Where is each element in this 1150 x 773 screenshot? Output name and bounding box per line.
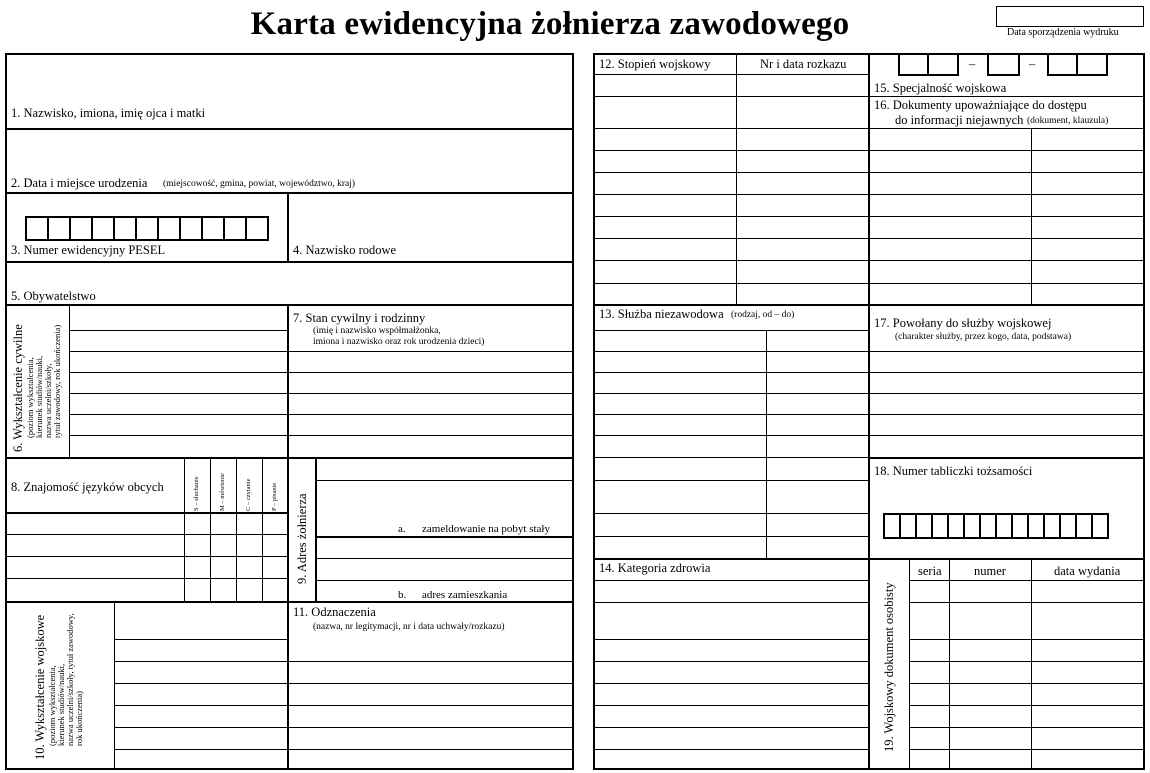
field-7-input[interactable] — [291, 353, 571, 453]
tag-cells[interactable] — [883, 513, 1109, 539]
field-14-label: 14. Kategoria zdrowia — [599, 561, 711, 575]
doc-col-seria: seria — [918, 564, 942, 578]
field-7-note-2: imiona i nazwisko oraz rok urodzenia dzieci) — [313, 337, 485, 347]
pesel-cell[interactable] — [91, 216, 115, 241]
pesel-cells[interactable] — [25, 216, 269, 241]
field-19-input[interactable] — [912, 583, 1142, 767]
field-8-label: 8. Znajomość języków obcych — [11, 480, 164, 494]
field-1-label: 1. Nazwisko, imiona, imię ojca i matki — [11, 106, 206, 120]
field-16-label-2: do informacji niejawnych — [895, 113, 1024, 127]
pesel-cell[interactable] — [201, 216, 225, 241]
pesel-cell[interactable] — [113, 216, 137, 241]
field-10-input[interactable] — [117, 605, 285, 767]
field-12-order-label: Nr i data rozkazu — [760, 57, 847, 71]
field-16-label-1: 16. Dokumenty upoważniające do dostępu — [874, 98, 1087, 112]
field-11-note: (nazwa, nr legitymacji, nr i data uchwały/rozkazu) — [313, 622, 505, 632]
lang-col-s: S – słuchanie — [193, 476, 200, 511]
doc-col-numer: numer — [974, 564, 1006, 578]
field-13-input[interactable] — [596, 333, 866, 555]
lang-col-c: C – czytanie — [245, 478, 252, 511]
specialty-dash-1: – — [969, 57, 976, 71]
field-15-label: 15. Specjalność wojskowa — [874, 81, 1007, 95]
specialty-cells-3[interactable] — [1047, 53, 1108, 76]
field-18-label: 18. Numer tabliczki tożsamości — [874, 464, 1033, 478]
field-11-label: 11. Odznaczenia — [293, 605, 376, 619]
address-b-letter: b. — [398, 589, 407, 601]
pesel-cell[interactable] — [157, 216, 181, 241]
field-16-note: (dokument, klauzula) — [1027, 116, 1109, 126]
print-date-field[interactable] — [996, 6, 1144, 27]
field-6-input[interactable] — [72, 308, 285, 454]
field-16-input[interactable] — [871, 131, 1142, 301]
field-9-label: 9. Adres żołnierza — [295, 493, 309, 584]
lang-col-p: P – pisanie — [271, 482, 278, 511]
print-date-label: Data sporządzenia wydruku — [1007, 27, 1119, 38]
address-b-label: adres zamieszkania — [422, 589, 508, 601]
pesel-cell[interactable] — [69, 216, 93, 241]
field-11-input[interactable] — [291, 663, 571, 767]
lang-col-m: M – mówienie — [219, 473, 226, 511]
address-a-letter: a. — [398, 523, 406, 535]
specialty-cells-1[interactable] — [898, 53, 959, 76]
pesel-cell[interactable] — [223, 216, 247, 241]
field-12-input[interactable] — [596, 77, 866, 301]
pesel-cell[interactable] — [179, 216, 203, 241]
field-14-input[interactable] — [596, 583, 866, 767]
address-b-input[interactable] — [319, 539, 571, 587]
field-13-label: 13. Służba niezawodowa — [599, 307, 724, 321]
field-2-input[interactable] — [8, 132, 570, 174]
field-4-input[interactable] — [292, 196, 570, 240]
field-17-input[interactable] — [871, 353, 1142, 454]
pesel-cell[interactable] — [245, 216, 269, 241]
pesel-cell[interactable] — [47, 216, 71, 241]
address-a-input[interactable] — [319, 461, 571, 521]
pesel-cell[interactable] — [25, 216, 49, 241]
field-2-label: 2. Data i miejsce urodzenia — [11, 176, 148, 190]
field-7-label: 7. Stan cywilny i rodzinny — [293, 311, 426, 325]
field-5-label: 5. Obywatelstwo — [11, 289, 96, 303]
tag-cell[interactable] — [1091, 513, 1109, 539]
specialty-cells-2[interactable] — [987, 53, 1020, 76]
field-4-label: 4. Nazwisko rodowe — [293, 243, 397, 257]
field-6-label: 6. Wykształcenie cywilne (poziom wykształcenia, kierunek studiów/nauki, nazwa uczelni/szkoły, tytuł zawodowy, rok ukończenia) — [11, 324, 62, 452]
languages-table[interactable] — [8, 515, 284, 599]
pesel-cell[interactable] — [135, 216, 159, 241]
field-2-note: (miejscowość, gmina, powiat, województwo, kraj) — [163, 179, 356, 189]
field-17-note: (charakter służby, przez kogo, data, podstawa) — [895, 332, 1072, 342]
field-7-note-1: (imię i nazwisko współmałżonka, — [313, 326, 441, 336]
specialty-dash-2: – — [1029, 57, 1036, 71]
doc-col-data: data wydania — [1054, 564, 1121, 578]
address-a-label: zameldowanie na pobyt stały — [422, 523, 550, 535]
field-12-label: 12. Stopień wojskowy — [599, 57, 711, 71]
field-17-label: 17. Powołany do służby wojskowej — [874, 316, 1052, 330]
field-3-label: 3. Numer ewidencyjny PESEL — [11, 243, 166, 257]
field-10-label: 10. Wykształcenie wojskowe (poziom wykształcenia, kierunek studiów/nauki, nazwa uczelni/szkoły, tytuł zawodowy, rok ukończenia) — [33, 613, 84, 760]
field-19-label: 19. Wojskowy dokument osobisty — [882, 582, 896, 752]
page-title: Karta ewidencyjna żołnierza zawodowego — [250, 6, 850, 42]
field-1-input[interactable] — [8, 56, 570, 104]
field-13-note: (rodzaj, od – do) — [731, 310, 795, 320]
field-5-input[interactable] — [8, 264, 570, 288]
